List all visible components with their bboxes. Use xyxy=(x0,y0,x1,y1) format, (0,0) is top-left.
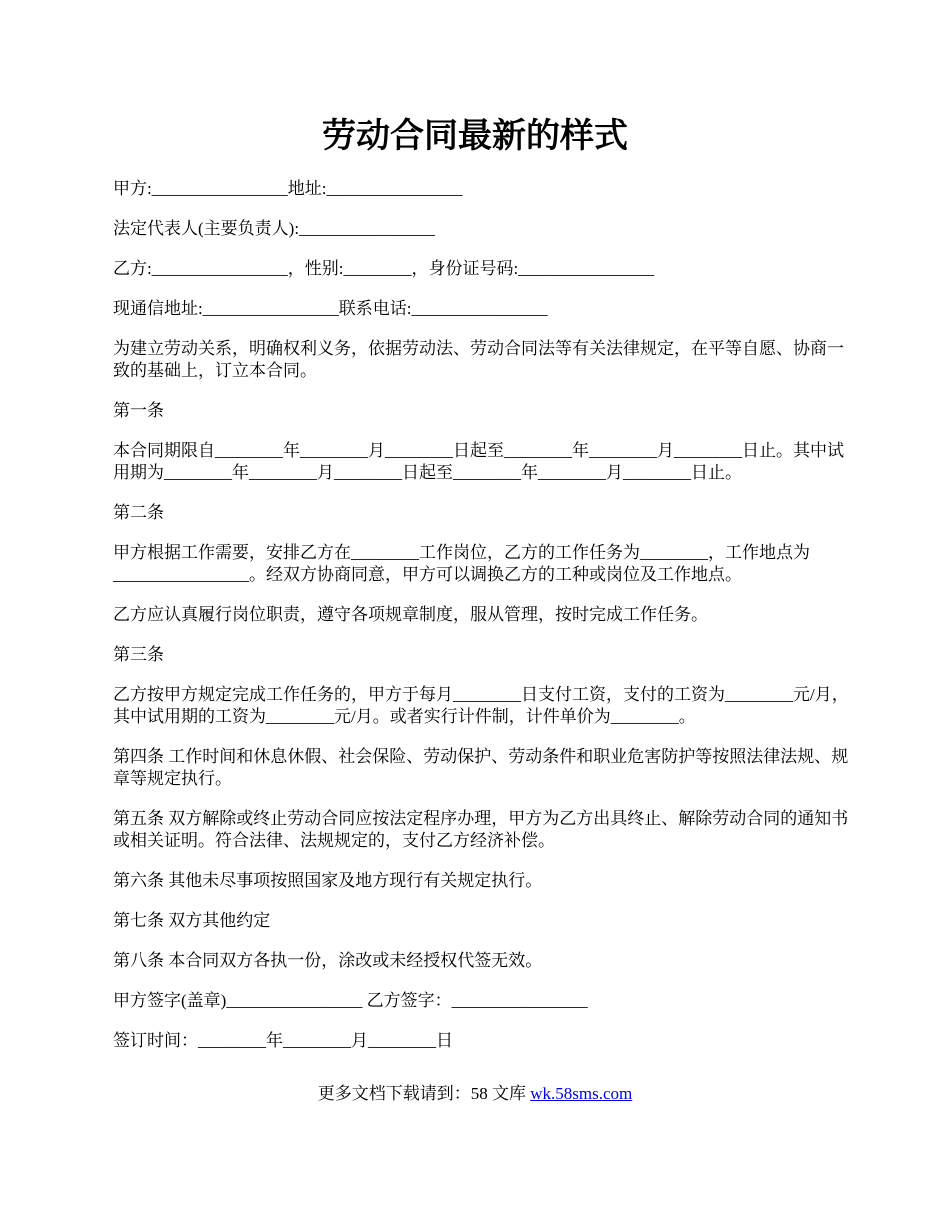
article-8-text: 第八条 本合同双方各执一份，涂改或未经授权代签无效。 xyxy=(113,951,543,970)
article-5-text: 第五条 双方解除或终止劳动合同应按法定程序办理，甲方为乙方出具终止、解除劳动合同的通知书或相关证明。符合法律、法规规定的，支付乙方经济补偿。 xyxy=(113,809,849,850)
footer-link[interactable]: wk.58sms.com xyxy=(530,1084,633,1103)
document-body xyxy=(113,178,853,1070)
party-a-line: 甲方:________________地址:________________ xyxy=(113,179,463,198)
footer xyxy=(0,1082,950,1106)
article-3-text: 乙方按甲方规定完成工作任务的，甲方于每月________日支付工资，支付的工资为________元/月，其中试用期的工资为________元/月。或者实行计件制，计件单价为________。 xyxy=(113,685,849,726)
preamble-paragraph: 为建立劳动关系，明确权利义务，依据劳动法、劳动合同法等有关法律规定，在平等自愿、协商一致的基础上，订立本合同。 xyxy=(113,339,844,380)
legal-representative-line: 法定代表人(主要负责人):________________ xyxy=(113,219,436,238)
signature-line: 甲方签字(盖章)________________ 乙方签字：________________ xyxy=(113,991,588,1010)
party-b-line: 乙方:________________，性别:________，身份证号码:________________ xyxy=(113,259,655,278)
article-1-text: 本合同期限自________年________月________日起至________年________月________日止。其中试用期为________年________月________日起至________年________月________日止。 xyxy=(113,441,844,482)
footer-prefix: 更多文档下载请到：58 文库 xyxy=(317,1084,531,1103)
article-2-text: 甲方根据工作需要，安排乙方在________工作岗位，乙方的工作任务为________，工作地点为________________。经双方协商同意，甲方可以调换乙方的工种或岗位及工作地点。 xyxy=(113,543,810,584)
document-title: 劳动合同最新的样式 xyxy=(322,116,628,156)
article-6-text: 第六条 其他未尽事项按照国家及地方现行有关规定执行。 xyxy=(113,871,543,890)
article-2-duties: 乙方应认真履行岗位职责，遵守各项规章制度，服从管理，按时完成工作任务。 xyxy=(113,605,708,624)
article-7-text: 第七条 双方其他约定 xyxy=(113,911,271,930)
article-2-heading: 第二条 xyxy=(113,503,164,522)
contact-address-line: 现通信地址:________________联系电话:________________ xyxy=(113,299,548,318)
article-1-heading: 第一条 xyxy=(113,401,164,420)
signing-date-line: 签订时间：________年________月________日 xyxy=(113,1031,453,1050)
article-3-heading: 第三条 xyxy=(113,645,164,664)
article-4-text: 第四条 工作时间和休息休假、社会保险、劳动保护、劳动条件和职业危害防护等按照法律法规、规章等规定执行。 xyxy=(113,747,849,788)
